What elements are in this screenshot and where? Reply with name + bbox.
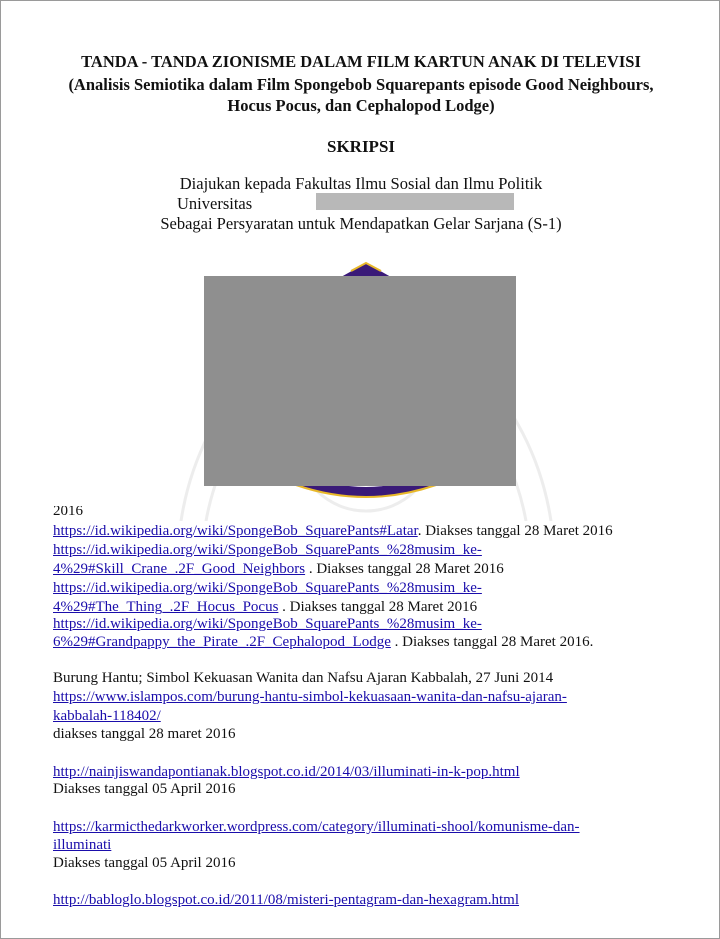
reference-4-note: . Diakses tanggal 28 Maret 2016. (390, 634, 594, 650)
reference-5-note: diakses tanggal 28 maret 2016 (53, 726, 236, 742)
reference-3-link-part2[interactable]: 4%29#The_Thing_.2F_Hocus_Pocus (53, 599, 279, 615)
reference-5-link-part1[interactable]: https://www.islampos.com/burung-hantu-simbol-kekuasaan-wanita-dan-nafsu-ajaran- (53, 689, 567, 705)
reference-2-link-part1[interactable]: https://id.wikipedia.org/wiki/SpongeBob_SquarePants_%28musim_ke- (53, 542, 482, 558)
reference-3-link-part1[interactable]: https://id.wikipedia.org/wiki/SpongeBob_SquarePants_%28musim_ke- (53, 580, 482, 596)
reference-5-line2 (53, 688, 567, 707)
reference-4-link-part1[interactable]: https://id.wikipedia.org/wiki/SpongeBob_SquarePants_%28musim_ke- (53, 616, 482, 632)
reference-1 (53, 522, 613, 541)
reference-7-link-part2[interactable]: illuminati (53, 837, 112, 853)
university-name-redaction (316, 193, 514, 210)
reference-1-link[interactable]: https://id.wikipedia.org/wiki/SpongeBob_SquarePants#Latar (53, 523, 418, 539)
reference-4-line2 (53, 633, 593, 652)
reference-1-note: . Diakses tanggal 28 Maret 2016 (417, 523, 613, 539)
document-subtitle-line1: (Analisis Semiotika dalam Film Spongebob Squarepants episode Good Neighbours, (68, 75, 654, 94)
reference-4-line1 (53, 615, 482, 634)
reference-8-line1 (53, 891, 519, 910)
document-title: TANDA - TANDA ZIONISME DALAM FILM KARTUN ANAK DI TELEVISI (81, 52, 641, 71)
reference-7-note: Diakses tanggal 05 April 2016 (53, 855, 236, 871)
reference-2-line2 (53, 560, 504, 579)
reference-6-note: Diakses tanggal 05 April 2016 (53, 781, 236, 797)
reference-4-link-part2[interactable]: 6%29#Grandpappy_the_Pirate_.2F_Cephalopod_Lodge (53, 634, 391, 650)
reference-8-link[interactable]: http://babloglo.blogspot.co.id/2011/08/misteri-pentagram-dan-hexagram.html (53, 892, 520, 908)
reference-5-title: Burung Hantu; Simbol Kekuasan Wanita dan Nafsu Ajaran Kabbalah, 27 Juni 2014 (53, 670, 554, 686)
reference-7-line2 (53, 836, 111, 855)
reference-2-note: . Diakses tanggal 28 Maret 2016 (305, 561, 504, 577)
reference-2-line1 (53, 541, 482, 560)
reference-5-link-part2[interactable]: kabbalah-118402/ (53, 708, 161, 724)
university-prefix: Universitas (177, 194, 253, 213)
reference-6-link[interactable]: http://nainjiswandapontianak.blogspot.co.id/2014/03/illuminati-in-k-pop.html (53, 764, 520, 780)
reference-3-note: . Diakses tanggal 28 Maret 2016 (278, 599, 478, 615)
cut-off-text: 2016 (53, 506, 83, 516)
reference-3-line1 (53, 579, 482, 598)
skripsi-heading: SKRIPSI (326, 137, 396, 156)
reference-7-link-part1[interactable]: https://karmicthedarkworker.wordpress.com/category/illuminati-shool/komunisme-dan- (53, 819, 580, 835)
submitted-to-text: Diajukan kepada Fakultas Ilmu Sosial dan Ilmu Politik (179, 174, 543, 193)
reference-2-link-part2[interactable]: 4%29#Skill_Crane_.2F_Good_Neighbors (53, 561, 306, 577)
reference-7-line1 (53, 818, 580, 837)
requirement-text: Sebagai Persyaratan untuk Mendapatkan Gelar Sarjana (S-1) (160, 214, 562, 233)
emblem-redaction (204, 276, 516, 486)
document-subtitle-line2: Hocus Pocus, dan Cephalopod Lodge) (227, 96, 495, 115)
reference-5-line3 (53, 707, 161, 726)
